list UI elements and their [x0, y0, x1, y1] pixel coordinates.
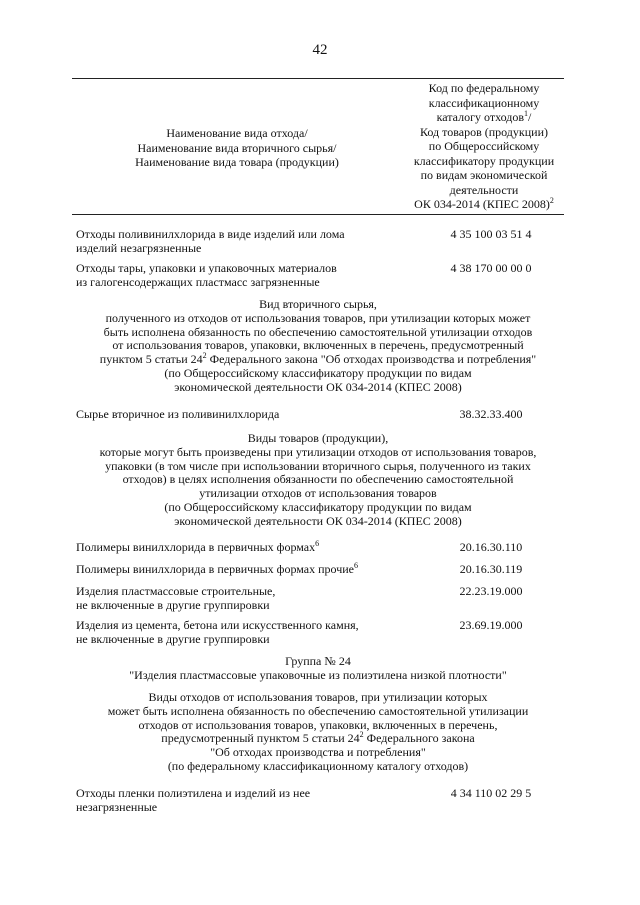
row-name-line: Отходы поливинилхлорида в виде изделий или лома — [76, 227, 345, 241]
row-code: 20.16.30.119 — [459, 562, 523, 576]
row-name-line: Изделия пластмассовые строительные, — [76, 584, 276, 598]
header-right-line: классификатору продукции — [413, 153, 555, 168]
footnote-ref: 6 — [315, 539, 320, 548]
heading-line: которые могут быть произведены при утилизации отходов от использования товаров, — [99, 444, 537, 459]
heading-text: предусмотренный пунктом 5 статьи 24 — [161, 731, 360, 746]
footnote-ref: 1 — [524, 109, 529, 118]
goods-heading — [72, 432, 564, 529]
heading-line: полученного из отходов от использования товаров, при утилизации которых может — [105, 310, 531, 325]
row-name-line: изделий незагрязненные — [76, 240, 202, 255]
row-name-line: не включенные в другие группировки — [76, 631, 270, 646]
header-right-text: / — [528, 110, 532, 124]
row-name-text: Полимеры винилхлорида в первичных формах прочие — [76, 562, 355, 576]
heading-line: Виды отходов от использования товаров, при утилизации которых — [148, 690, 488, 704]
row-name-line: Отходы тары, упаковки и упаковочных материалов — [76, 261, 337, 275]
page-number: 42 — [312, 42, 328, 58]
superscript: 2 — [202, 351, 207, 361]
row-code: 4 35 100 03 51 4 — [450, 227, 532, 241]
heading-line: (по федеральному классификационному каталогу отходов) — [167, 758, 469, 773]
heading-line: Вид вторичного сырья, — [259, 297, 377, 311]
header-right-text: ОК 034-2014 (КПЕС 2008) — [414, 197, 550, 211]
group-subtitle: "Изделия пластмассовые упаковочные из полиэтилена низкой плотности" — [129, 667, 507, 682]
row-name — [76, 563, 396, 577]
table-header-rule — [72, 214, 564, 215]
header-left-column — [72, 126, 402, 170]
row-name: Сырье вторичное из поливинилхлорида — [76, 407, 280, 421]
superscript: 2 — [359, 730, 364, 740]
row-name — [76, 787, 396, 814]
footnote-ref: 6 — [354, 561, 359, 570]
header-right-line — [404, 110, 564, 125]
row-code: 4 38 170 00 00 0 — [450, 261, 532, 275]
row-code: 20.16.30.110 — [459, 540, 523, 554]
row-name — [76, 228, 396, 255]
heading-line: (по Общероссийскому классификатору продукции по видам — [164, 499, 472, 514]
row-name-line: незагрязненные — [76, 799, 158, 814]
row-name-line: из галогенсодержащих пластмасс загрязненные — [76, 274, 320, 289]
heading-line — [72, 353, 564, 367]
header-right-line: Код по федеральному — [428, 81, 540, 95]
row-code: 23.69.19.000 — [459, 618, 523, 632]
heading-line: отходов от использования товаров, упаковки, включенных в перечень, — [138, 717, 498, 732]
row-name-line: не включенные в другие группировки — [76, 597, 270, 612]
heading-line: быть исполнена обязанность по обеспечению самостоятельной утилизации отходов — [103, 324, 533, 339]
footnote-ref: 2 — [549, 196, 554, 205]
heading-line: может быть исполнена обязанность по обеспечению самостоятельной утилизации — [107, 703, 529, 718]
header-right-line: Код товаров (продукции) — [419, 124, 549, 139]
row-code: 4 34 110 02 29 5 — [450, 786, 532, 800]
row-name — [76, 585, 396, 612]
waste-heading — [72, 691, 564, 774]
secondary-raw-heading — [72, 298, 564, 395]
row-code: 22.23.19.000 — [459, 584, 523, 598]
heading-line: экономической деятельности ОК 034-2014 (КПЕС 2008) — [174, 513, 462, 528]
heading-line: Виды товаров (продукции), — [247, 431, 389, 445]
header-right-line: деятельности — [449, 182, 519, 197]
header-left-line: Наименование вида товара (продукции) — [135, 155, 339, 169]
row-name — [76, 619, 396, 646]
heading-text: Федерального закона "Об отходах производства и потребления" — [209, 352, 537, 367]
heading-text: пунктом 5 статьи 24 — [99, 352, 203, 367]
row-code: 38.32.33.400 — [459, 407, 523, 421]
row-name-line: Изделия из цемента, бетона или искусственного камня, — [76, 618, 359, 632]
table-top-rule — [72, 78, 564, 79]
header-right-line — [404, 197, 564, 212]
row-name-text: Полимеры винилхлорида в первичных формах — [76, 540, 316, 554]
group-heading — [72, 655, 564, 683]
heading-line: "Об отходах производства и потребления" — [210, 745, 426, 760]
heading-line: отходов) в целях исполнения обязанности по обеспечению самостоятельной — [122, 472, 514, 487]
group-title: Группа № 24 — [285, 654, 351, 668]
heading-line — [72, 732, 564, 746]
heading-line: экономической деятельности ОК 034-2014 (КПЕС 2008) — [174, 379, 462, 394]
header-right-line: классификационному — [428, 95, 540, 110]
header-right-column — [404, 81, 564, 212]
row-name-line: Отходы пленки полиэтилена и изделий из нее — [76, 786, 311, 800]
row-name — [76, 541, 396, 555]
header-left-line: Наименование вида отхода/ — [166, 126, 308, 140]
header-right-text: каталогу отходов — [436, 110, 525, 124]
row-name — [76, 262, 396, 289]
heading-line: утилизации отходов от использования товаров — [199, 486, 437, 501]
heading-line: (по Общероссийскому классификатору продукции по видам — [164, 365, 472, 380]
heading-text: Федерального закона — [366, 731, 475, 746]
header-right-line: по Общероссийскому — [428, 139, 540, 153]
header-left-line: Наименование вида вторичного сырья/ — [137, 140, 337, 155]
heading-line: упаковки (в том числе при использовании вторичного сырья, полученного из таких — [105, 458, 531, 473]
header-right-line: по видам экономической — [420, 168, 548, 182]
heading-line: от использования товаров, упаковки, включенных в перечень, предусмотренный — [112, 338, 524, 353]
